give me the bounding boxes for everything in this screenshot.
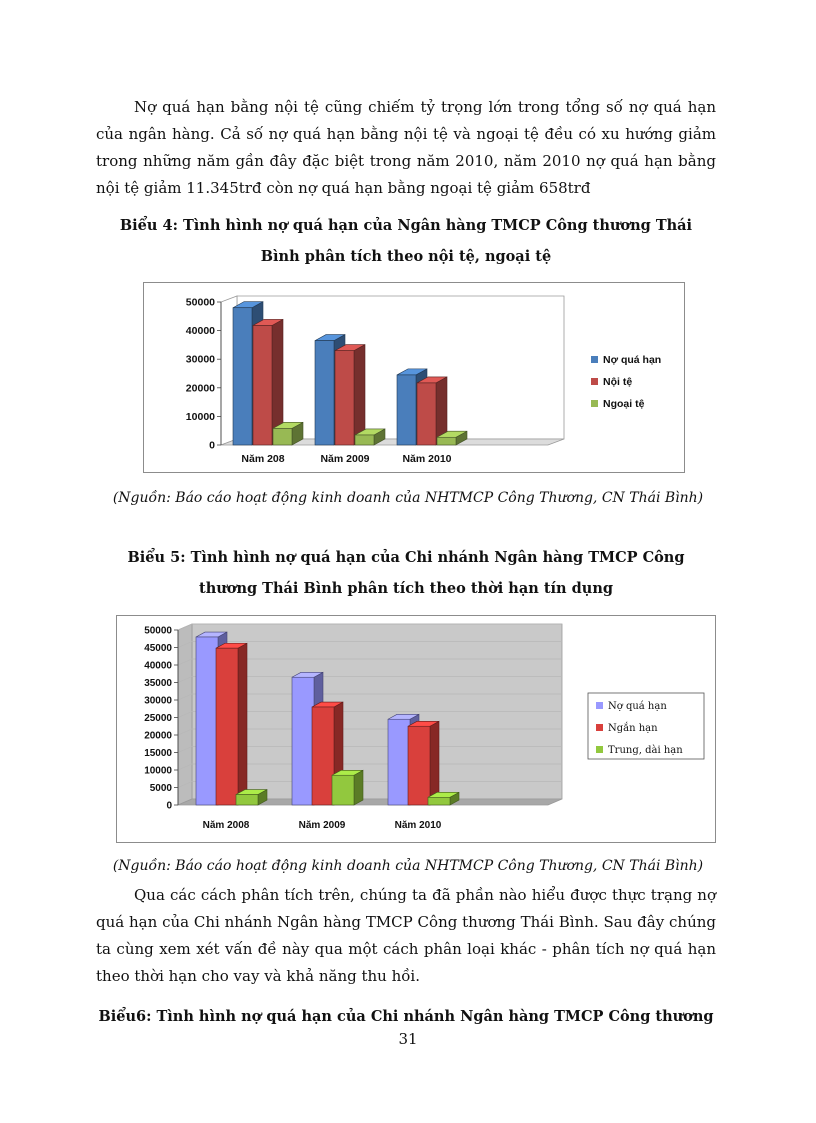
chart6-caption xyxy=(96,1001,716,1032)
bar-1-3 xyxy=(388,719,410,805)
legend-swatch xyxy=(591,378,598,385)
bar-3-3 xyxy=(428,797,450,805)
bar-1-1 xyxy=(233,308,252,445)
bar-3-1 xyxy=(273,428,292,445)
bar-2-1 xyxy=(253,325,272,445)
y-tick-label: 15000 xyxy=(144,748,172,759)
bar-side xyxy=(354,345,365,445)
y-tick-label: 20000 xyxy=(144,730,172,742)
closing-text: Qua các cách phân tích trên, chúng ta đã phần nào hiểu được thực trạng nợ quá hạn của Chi nhánh Ngân hàng TMCP Công thương Thái Bình. Sau đây chúng ta cùng xem xét vấn đề này qua một cách phân loại khác - phân tích nợ quá hạn theo thời hạn cho vay và khả năng thu hồi. xyxy=(96,886,716,985)
x-category-label: Năm 2009 xyxy=(320,453,370,465)
chart5-source: (Nguồn: Báo cáo hoạt động kinh doanh của NHTMCP Công Thương, CN Thái Bình) xyxy=(112,858,704,874)
bar-3-1 xyxy=(236,795,258,806)
bar-side xyxy=(238,643,247,805)
y-tick-label: 50000 xyxy=(144,625,172,637)
bar-1-3 xyxy=(397,375,416,445)
intro-text: Nợ quá hạn bằng nội tệ cũng chiếm tỷ trọng lớn trong tổng số nợ quá hạn của ngân hàng. Cả số nợ quá hạn bằng nội tệ và ngoại tệ đều có xu hướng giảm trong những năm gần đây đặc biệt trong năm 2010, năm 2010 nợ quá hạn bằng nội tệ giảm 11.345trđ còn nợ quá hạn bằng ngoại tệ giảm 658trđ xyxy=(96,98,716,197)
y-tick-label: 40000 xyxy=(185,325,215,338)
x-category-label: Năm 208 xyxy=(241,453,285,465)
legend-swatch xyxy=(591,356,598,363)
chart5 xyxy=(116,615,716,847)
y-tick-label: 25000 xyxy=(144,713,172,724)
x-category-label: Năm 2009 xyxy=(298,820,346,831)
legend-label: Nợ quá hạn xyxy=(603,354,662,366)
legend-label: Ngoại tệ xyxy=(603,398,645,410)
chart5-caption-line1: Biểu 5: Tình hình nợ quá hạn của Chi nhánh Ngân hàng TMCP Công xyxy=(127,549,685,566)
bar-2-1 xyxy=(216,648,238,805)
y-tick-label: 20000 xyxy=(185,382,215,395)
x-category-label: Năm 2008 xyxy=(202,820,250,831)
y-tick-label: 40000 xyxy=(144,660,172,672)
bar-2-3 xyxy=(417,383,436,445)
chart4-caption-line1: Biểu 4: Tình hình nợ quá hạn của Ngân hàng TMCP Công thương Thái xyxy=(119,217,693,234)
bar-1-2 xyxy=(315,341,334,445)
legend-swatch xyxy=(596,724,603,731)
legend-label: Nội tệ xyxy=(603,376,633,388)
y-tick-label: 0 xyxy=(166,800,172,812)
y-tick-label: 50000 xyxy=(185,296,215,309)
chart5-svg xyxy=(116,615,716,843)
chart4 xyxy=(143,282,685,477)
chart4-caption xyxy=(96,210,716,272)
chart5-caption-line2: thương Thái Bình phân tích theo thời hạn tín dụng xyxy=(199,580,613,597)
y-tick-label: 30000 xyxy=(185,353,215,366)
bar-1-2 xyxy=(292,677,314,805)
chart4-caption-line2: Bình phân tích theo nội tệ, ngoại tệ xyxy=(260,248,552,265)
y-tick-label: 10000 xyxy=(144,765,172,777)
x-category-label: Năm 2010 xyxy=(394,820,442,831)
chart6-caption-line1: Biểu6: Tình hình nợ quá hạn của Chi nhánh Ngân hàng TMCP Công thương xyxy=(98,1008,714,1025)
intro-paragraph xyxy=(96,94,716,202)
bar-2-3 xyxy=(408,726,430,805)
bar-3-3 xyxy=(437,437,456,445)
bar-2-2 xyxy=(335,351,354,445)
legend-label: Nợ quá hạn xyxy=(608,701,667,712)
chart4-source: (Nguồn: Báo cáo hoạt động kinh doanh của NHTMCP Công Thương, CN Thái Bình) xyxy=(112,490,704,506)
chart5-caption xyxy=(96,542,716,604)
y-tick-label: 10000 xyxy=(185,410,215,423)
bar-2-2 xyxy=(312,707,334,805)
closing-paragraph xyxy=(96,882,716,990)
y-tick-label: 30000 xyxy=(144,695,172,707)
legend-label: Trung, dài hạn xyxy=(608,745,683,756)
legend-swatch xyxy=(596,746,603,753)
bar-3-2 xyxy=(355,435,374,445)
chart4-svg xyxy=(143,282,685,473)
bar-3-2 xyxy=(332,775,354,805)
legend-label: Ngắn hạn xyxy=(608,723,658,734)
bar-1-1 xyxy=(196,637,218,805)
x-category-label: Năm 2010 xyxy=(402,453,452,465)
y-tick-label: 5000 xyxy=(149,783,172,794)
y-tick-label: 45000 xyxy=(144,643,172,654)
y-tick-label: 35000 xyxy=(144,678,172,689)
legend-swatch xyxy=(596,702,603,709)
y-tick-label: 0 xyxy=(209,439,215,452)
legend-swatch xyxy=(591,400,598,407)
page-number: 31 xyxy=(398,1030,418,1048)
bar-side xyxy=(354,770,363,805)
